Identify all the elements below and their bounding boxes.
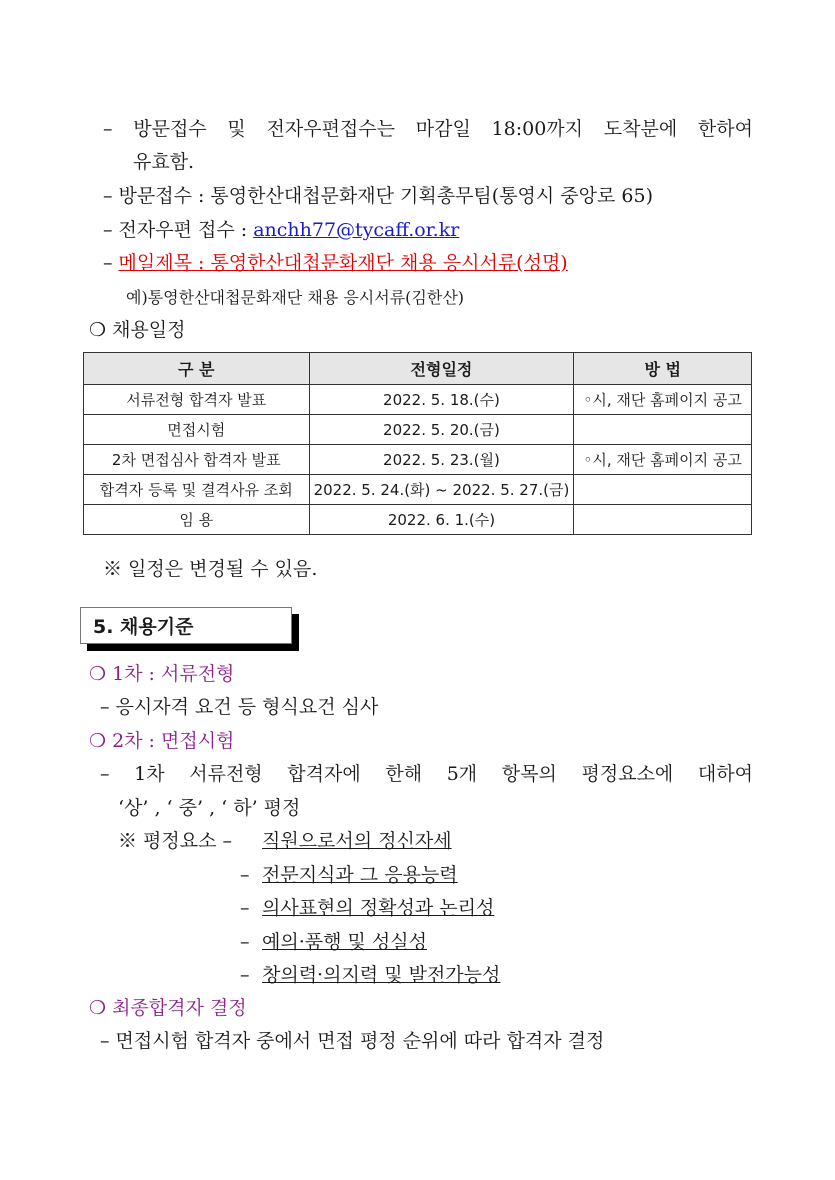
- criteria-item: 창의력·의지력 및 발전가능성: [262, 964, 501, 986]
- header-schedule: 전형일정: [309, 353, 574, 385]
- intro-line-1-continued: 유효함.: [133, 151, 195, 173]
- mail-subject-dash: –: [103, 252, 119, 274]
- table-row: [84, 505, 752, 535]
- email-label: – 전자우편 접수 :: [103, 219, 254, 241]
- table-row: [84, 475, 752, 505]
- section-heading-box: [80, 607, 292, 644]
- final-decision-desc: – 면접시험 합격자 중에서 면접 평정 순위에 따라 합격자 결정: [100, 1030, 605, 1052]
- header-method: 방 법: [574, 353, 752, 385]
- mail-subject-example: 예)통영한산대첩문화재단 채용 응시서류(김한산): [126, 288, 465, 307]
- criteria-item: 직원으로서의 정신자세: [262, 830, 452, 852]
- cell-method: ◦시, 재단 홈페이지 공고: [574, 385, 752, 415]
- table-row: [84, 385, 752, 415]
- cell-category: 임 용: [84, 505, 310, 535]
- cell-date: 2022. 5. 24.(화) ~ 2022. 5. 27.(금): [309, 475, 574, 505]
- cell-method: [574, 415, 752, 445]
- table-row: [84, 415, 752, 445]
- cell-method: ◦시, 재단 홈페이지 공고: [574, 445, 752, 475]
- criteria-label: ※ 평정요소 –: [118, 830, 232, 852]
- intro-line-mail-subject: [103, 250, 568, 276]
- first-stage-desc: – 응시자격 요건 등 형식요건 심사: [100, 696, 379, 718]
- cell-category: 면접시험: [84, 415, 310, 445]
- schedule-note: ※ 일정은 변경될 수 있음.: [103, 558, 318, 580]
- second-stage-title: ❍ 2차 : 면접시험: [89, 730, 235, 752]
- email-link[interactable]: anchh77@tycaff.or.kr: [253, 219, 460, 241]
- cell-method: [574, 505, 752, 535]
- cell-category: 2차 면접심사 합격자 발표: [84, 445, 310, 475]
- cell-category: 합격자 등록 및 결격사유 조회: [84, 475, 310, 505]
- mail-subject-text: 메일제목 : 통영한산대첩문화재단 채용 응시서류(성명): [118, 252, 568, 274]
- final-decision-title: ❍ 최종합격자 결정: [89, 997, 247, 1019]
- schedule-table: [83, 352, 752, 535]
- schedule-header-row: [84, 353, 752, 385]
- criteria-dash: –: [240, 864, 250, 886]
- second-stage-desc-2: ‘상’ , ‘ 중’ , ‘ 하’ 평정: [118, 797, 301, 819]
- intro-line-email: [103, 217, 459, 243]
- schedule-title: ❍ 채용일정: [89, 319, 186, 341]
- criteria-item: 전문지식과 그 응용능력: [262, 864, 458, 886]
- intro-line-visit: – 방문접수 : 통영한산대첩문화재단 기획총무팀(통영시 중앙로 65): [103, 185, 653, 207]
- criteria-item: 예의·품행 및 성실성: [262, 931, 427, 953]
- section-heading: 5. 채용기준: [93, 616, 194, 638]
- criteria-dash: –: [240, 964, 250, 986]
- table-row: [84, 445, 752, 475]
- criteria-item: 의사표현의 정확성과 논리성: [262, 897, 495, 919]
- header-category: 구 분: [84, 353, 310, 385]
- cell-date: 2022. 5. 20.(금): [309, 415, 574, 445]
- cell-date: 2022. 5. 23.(월): [309, 445, 574, 475]
- intro-line-1: – 방문접수 및 전자우편접수는 마감일 18:00까지 도착분에 한하여: [103, 118, 753, 140]
- criteria-dash: –: [240, 897, 250, 919]
- cell-date: 2022. 6. 1.(수): [309, 505, 574, 535]
- cell-method: [574, 475, 752, 505]
- second-stage-desc-1: – 1차 서류전형 합격자에 한해 5개 항목의 평정요소에 대하여: [100, 763, 753, 785]
- cell-date: 2022. 5. 18.(수): [309, 385, 574, 415]
- first-stage-title: ❍ 1차 : 서류전형: [89, 663, 235, 685]
- criteria-dash: –: [240, 931, 250, 953]
- cell-category: 서류전형 합격자 발표: [84, 385, 310, 415]
